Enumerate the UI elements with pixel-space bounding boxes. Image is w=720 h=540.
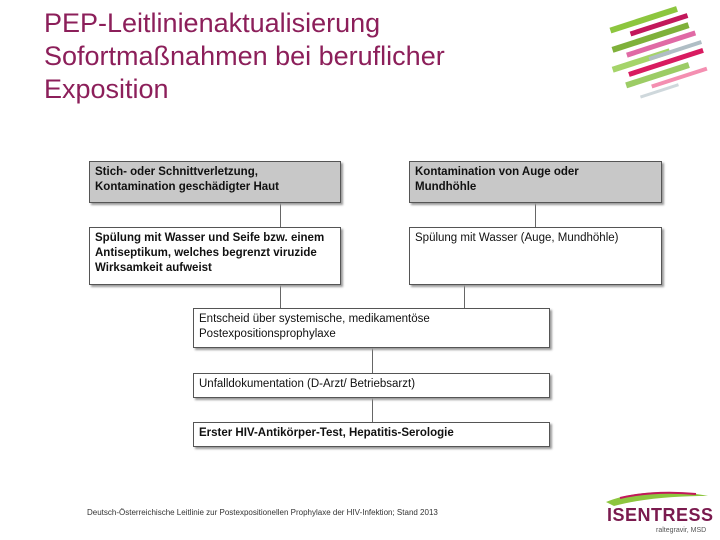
box-rinse-antiseptic-line-3: Wirksamkeit aufweist	[95, 262, 212, 274]
box-rinse-water-text: Spülung mit Wasser (Auge, Mundhöhle)	[415, 232, 619, 244]
connector-rinse-antiseptic-down	[280, 285, 281, 308]
logo-brand: ISENTRESS	[607, 505, 714, 525]
connector-rinse-water-down	[464, 285, 465, 308]
title-line-2: Sofortmaßnahmen bei beruflicher	[44, 41, 445, 71]
box-rinse-antiseptic-line-2: Antiseptikum, welches begrenzt viruzide	[95, 247, 317, 259]
logo-subtitle: raltegravir, MSD	[656, 527, 707, 534]
box-decision	[193, 308, 550, 348]
source-footnote: Deutsch-Österreichische Leitlinie zur Postexpositionellen Prophylaxe der HIV-Infektion; Stand 2013	[87, 508, 438, 517]
slide-title	[44, 7, 584, 106]
box-decision-line-1: Entscheid über systemische, medikamentöse	[199, 313, 430, 325]
box-eye-mouth	[409, 161, 662, 203]
box-rinse-antiseptic-line-1: Spülung mit Wasser und Seife bzw. einem	[95, 232, 325, 244]
box-first-test-text: Erster HIV-Antikörper-Test, Hepatitis-Serologie	[199, 427, 454, 439]
box-documentation-text: Unfalldokumentation (D-Arzt/ Betriebsarzt)	[199, 378, 416, 390]
box-eye-mouth-line-1: Kontamination von Auge oder	[415, 166, 579, 178]
connector-skin-to-rinse	[280, 203, 281, 227]
box-first-test	[193, 422, 550, 447]
title-line-1: PEP-Leitlinienaktualisierung	[44, 8, 381, 38]
connector-decision-to-documentation	[372, 348, 373, 373]
box-rinse-water	[409, 227, 662, 285]
title-line-3: Exposition	[44, 74, 169, 104]
box-documentation	[193, 373, 550, 398]
box-skin-injury	[89, 161, 341, 203]
box-eye-mouth-line-2: Mundhöhle	[415, 181, 477, 193]
box-decision-line-2: Postexpositionsprophylaxe	[199, 328, 336, 340]
connector-documentation-to-test	[372, 398, 373, 422]
connector-eye-to-rinse	[535, 203, 536, 227]
box-skin-injury-line-1: Stich- oder Schnittverletzung,	[95, 166, 258, 178]
decorative-stripes-graphic	[598, 4, 716, 102]
box-rinse-antiseptic	[89, 227, 341, 285]
box-skin-injury-line-2: Kontamination geschädigter Haut	[95, 181, 280, 193]
